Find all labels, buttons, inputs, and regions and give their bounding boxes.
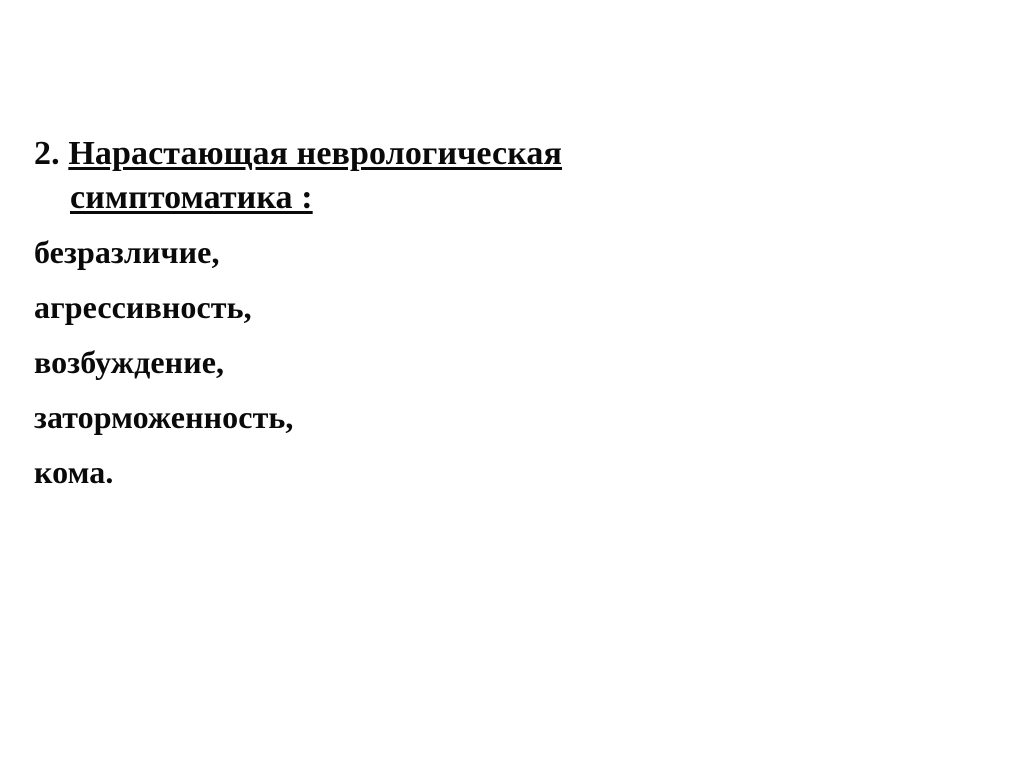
list-item: агрессивность, (34, 289, 252, 326)
slide-heading (34, 132, 894, 219)
list-item: возбуждение, (34, 344, 225, 381)
heading-line-2: симптоматика : (70, 178, 313, 216)
list-item: безразличие, (34, 234, 220, 271)
slide-content (34, 132, 894, 500)
heading-number: 2. (34, 135, 60, 172)
list-item: заторможенность, (34, 399, 294, 436)
list-item: кома. (34, 454, 114, 491)
symptom-list (34, 225, 894, 500)
heading-line-1: Нарастающая неврологическая (68, 135, 563, 172)
